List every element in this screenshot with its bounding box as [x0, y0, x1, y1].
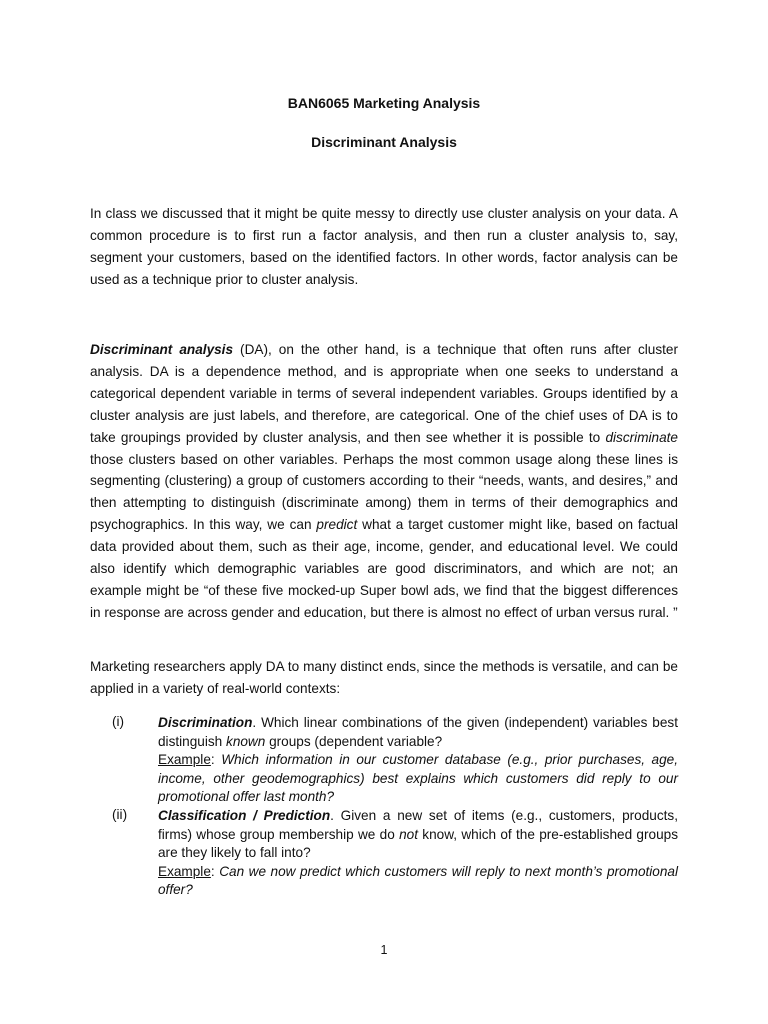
list-item-text: groups (dependent variable?	[265, 733, 443, 749]
term-discrimination: Discrimination	[158, 715, 253, 730]
emphasis-known: known	[226, 733, 266, 749]
list-item-number: (i)	[112, 714, 125, 729]
list-item-text: . Which linear combinations of the given (independent) variables best distinguish	[158, 715, 678, 749]
list-item-number: (ii)	[112, 807, 128, 822]
example-colon: :	[210, 752, 222, 767]
example-text: Which information in our customer database (e.g., prior purchases, age, income, other geodemographics) best explains which customers did reply to our promotional offer last month?	[158, 752, 678, 804]
emphasis-not: not	[399, 826, 418, 842]
document-title: BAN6065 Marketing Analysis	[287, 95, 481, 111]
list-item-body	[158, 807, 678, 900]
term-classification-prediction: Classification / Prediction	[158, 808, 331, 823]
paragraph-text: (DA), on the other hand, is a technique that often runs after cluster analysis. DA is a dependence method, and is appropriate when one seeks to understand a categorical dependent variable in terms of several independent variables. Groups identified by a cluster analysis are just labels, and therefore, are categorical. One of the chief uses of DA is to take groupings provided by cluster analysis, and then see whether it is possible to	[90, 342, 678, 445]
paragraph-text: what a target customer might like, based on factual data provided about them, such as their age, income, gender, and educational level. We could also identify which demographic variables are good discriminators, and which are not; an example might be “of these five mocked-up Super bowl ads, we find that the biggest differences in response are across gender and education, but there is almost no effect of urban versus rural. ”	[90, 517, 678, 620]
term-discriminant-analysis: Discriminant analysis	[90, 342, 234, 357]
paragraph-text: those clusters based on other variables. Perhaps the most common usage along these lines is segmenting (clustering) a group of customers according to their “needs, wants, and desires,” and then attempting to distinguish (discriminate among) them in terms of their demographics and psychographics. In this way, we can	[90, 451, 678, 533]
example-text: Can we now predict which customers will reply to next month’s promotional offer?	[158, 863, 678, 897]
discriminant-analysis-paragraph	[90, 339, 678, 624]
emphasis-discriminate: discriminate	[605, 429, 678, 445]
example-colon: :	[210, 863, 220, 879]
list-item-text: know, which of the pre-established groups are they likely to fall into?	[158, 826, 678, 860]
list-item-body	[158, 714, 678, 807]
page-number: 1	[380, 943, 388, 957]
intro-paragraph: In class we discussed that it might be quite messy to directly use cluster analysis on your data. A common procedure is to first run a factor analysis, and then run a cluster analysis to, say, segment your customers, based on the identified factors. In other words, factor analysis can be used as a technique prior to cluster analysis.	[90, 206, 678, 287]
document-subtitle: Discriminant Analysis	[311, 134, 457, 150]
emphasis-predict: predict	[316, 517, 358, 533]
example-label: Example	[158, 863, 211, 879]
list-item-text: . Given a new set of items (e.g., customers, products, firms) whose group membership we do	[158, 808, 679, 842]
example-label: Example	[158, 752, 211, 767]
applications-paragraph: Marketing researchers apply DA to many distinct ends, since the methods is versatile, and can be applied in a variety of real-world contexts:	[90, 659, 678, 696]
